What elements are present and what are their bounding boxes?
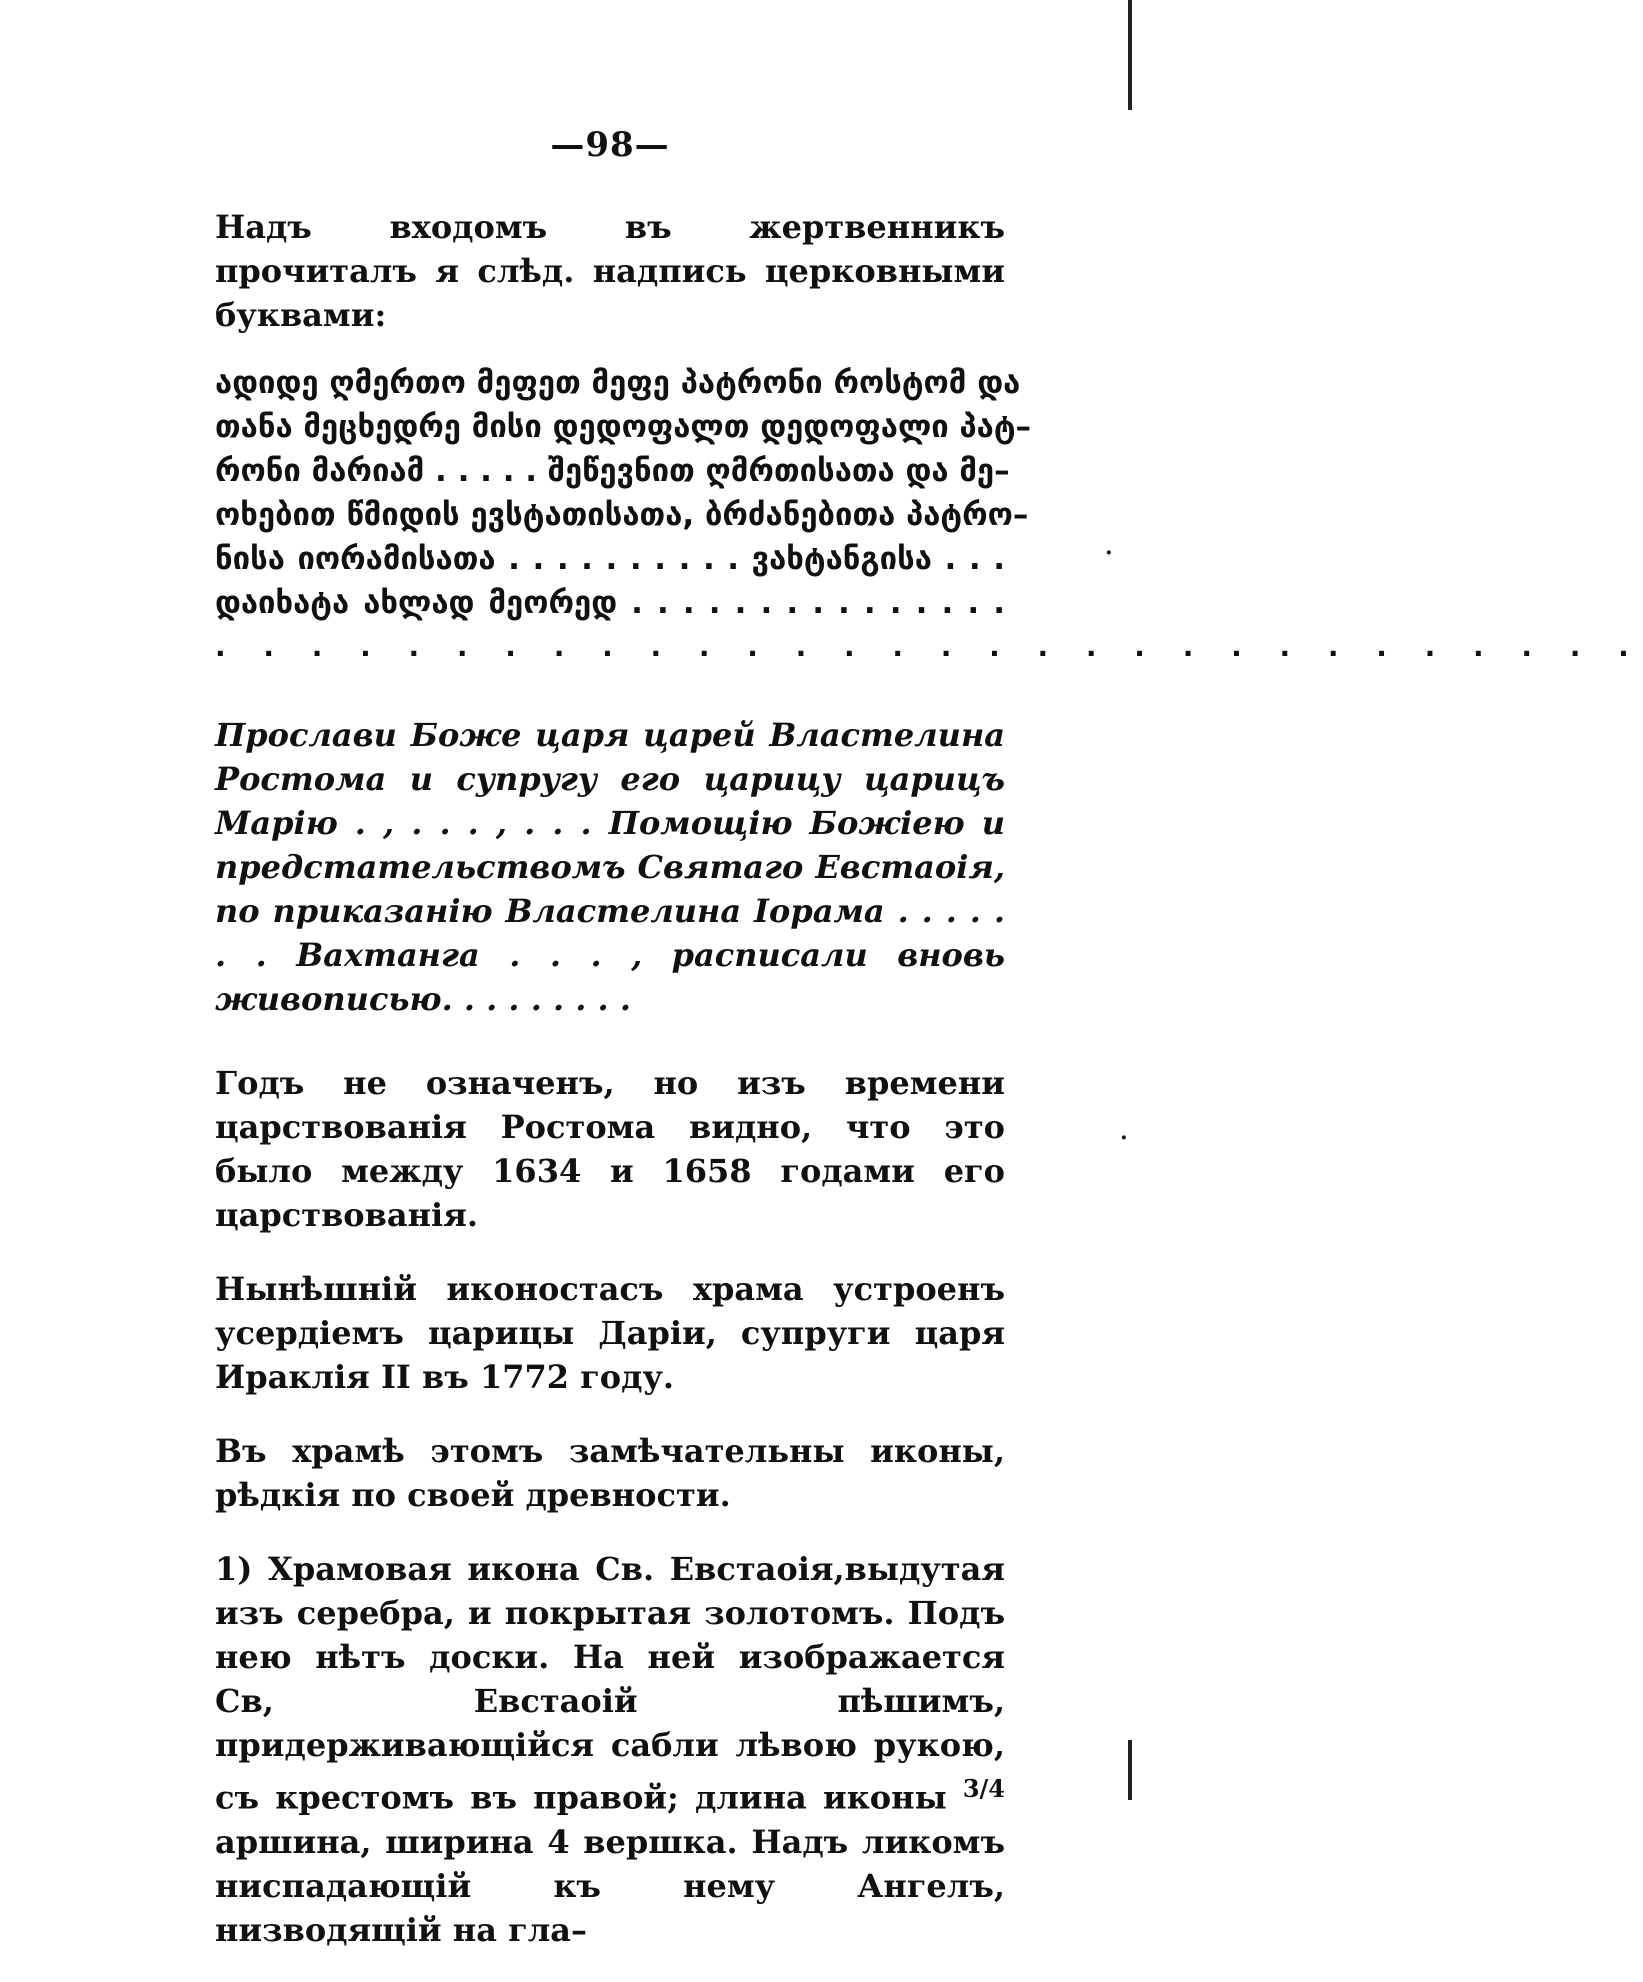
georgian-line: რონი მარიამ . . . . . შეწევნით ღმრთისათა და მე– (215, 453, 1010, 489)
paragraph-year: Годъ не означенъ, но изъ времени царствованія Ростома видно, что это было между 1634 и 1658 годами его царствованія. (215, 1064, 1005, 1234)
paragraph-item-1 (215, 1547, 1005, 1952)
item1-text-start: 1) Храмовая икона Св. Евстаоія,выдутая изъ серебра, и покрытая золотомъ. Подъ нею нѣтъ доски. На ней изображается Св, Евстаоій пѣшимъ, придерживающійся сабли лѣвою рукою, съ крестомъ въ правой; длина иконы (215, 1550, 1005, 1817)
intro-paragraph: Надъ входомъ въ жертвенникъ прочиталъ я слѣд. надпись церковными буквами: (215, 208, 1005, 334)
item1-text-end: аршина, ширина 4 вершка. Надъ ликомъ ниспадающій къ нему Ангелъ, низводящій на гла– (215, 1822, 1005, 1949)
page-edge-shadow (1128, 0, 1132, 110)
georgian-inscription (215, 361, 1643, 669)
georgian-line: თანა მეცხედრე მისი დედოფალთ დედოფალი პატ– (215, 409, 1032, 445)
paragraph-icons: Въ храмѣ этомъ замѣчательны иконы, рѣдкія по своей древности. (215, 1432, 1005, 1514)
georgian-line: ოხებით წმიდის ევსტათისათა, ბრძანებითა პატრო– (215, 497, 1029, 533)
item1-fraction: 3/4 (962, 1774, 1005, 1803)
margin-speck: · (1120, 1125, 1128, 1151)
book-page (215, 125, 1643, 1982)
paragraph-iconostasis: Нынѣшній иконостасъ храма устроенъ усердіемъ царицы Даріи, супруги царя Ираклія II въ 1772 году. (215, 1270, 1005, 1396)
georgian-line: ადიდე ღმერთო მეფეთ მეფე პატრონი როსტომ და (215, 365, 1021, 401)
page-edge-shadow-bottom (1128, 1740, 1132, 1800)
georgian-line: ნისა იორამისათა . . . . . . . . . . ვახტანგისა . . . (215, 541, 1005, 577)
margin-speck: · (1105, 540, 1113, 566)
georgian-line: დაიხატა ახლად მეორედ . . . . . . . . . . . . . . . (215, 585, 1005, 621)
page-number: —98— (550, 125, 670, 165)
inscription-translation: Прослави Боже царя царей Властелина Ростома и супругу его царицу царицъ Марію . , . . . , . . . Помощію Божіею и предстательствомъ Святаго Евстаоія, по приказанію Властелина Іорама . . . . . . . Вахтанга . . . , расписали вновь живописью. . . . . . . . . (215, 716, 1005, 1018)
georgian-dot-line: . . . . . . . . . . . . . . . . . . . . . . . . . . . . . . (215, 630, 1643, 663)
